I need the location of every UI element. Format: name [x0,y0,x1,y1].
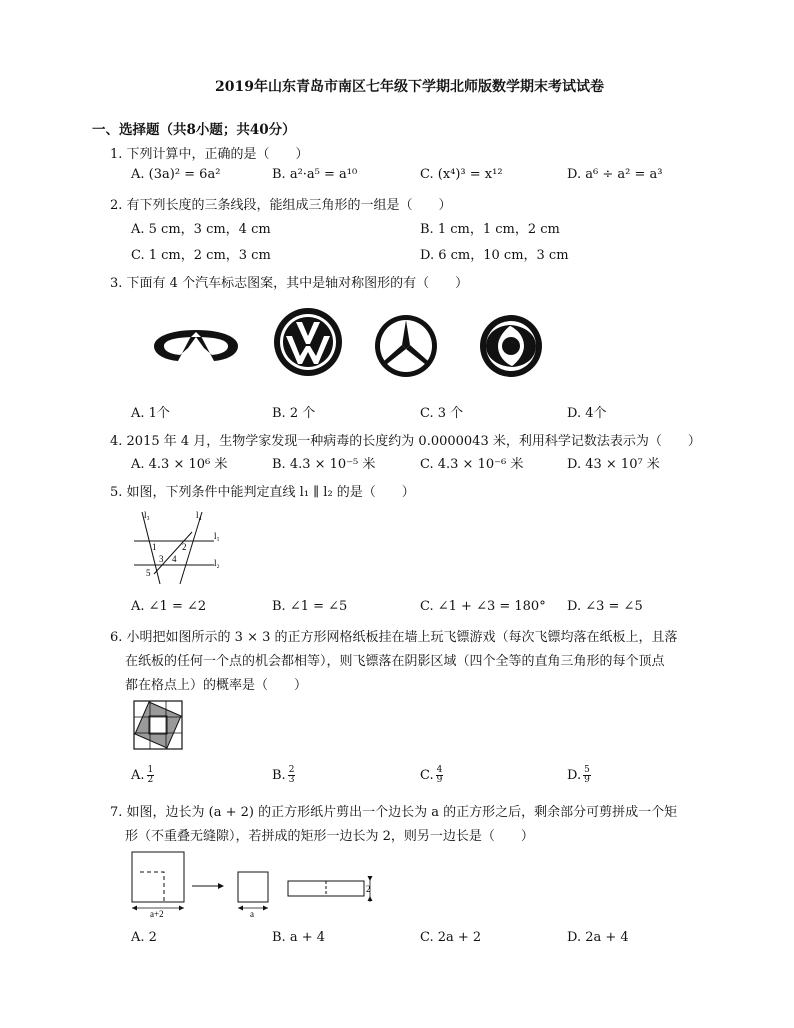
q4-option-c: C. 4.3 × 10⁻⁶ 米 [420,457,524,472]
mercedes-logo-icon [373,313,439,379]
angle-1-label: 1 [152,542,157,552]
q5-option-d: D. ∠3 = ∠5 [567,599,643,614]
question-4-stem: 4. 2015 年 4 月，生物学家发现一种病毒的长度约为 0.0000043 米，利用科学记数法表示为（ ） [110,434,701,449]
label-l3: l₃ [144,510,150,520]
question-6-stem-line-3: 都在格点上）的概率是（ ） [125,678,308,693]
volkswagen-logo-icon [272,306,344,378]
q1-option-b: B. a²·a⁵ = a¹⁰ [272,167,358,182]
question-7-stem-line-1: 7. 如图，边长为 (a + 2) 的正方形纸片剪出一个边长为 a 的正方形之后，剩余部分可剪拼成一个矩 [110,805,678,820]
q7-option-a: A. 2 [131,930,157,945]
page-title: 2019年山东青岛市南区七年级下学期北师版数学期末考试试卷 [215,79,604,95]
q2-option-d: D. 6 cm，10 cm，3 cm [420,248,569,263]
q6-option-c: C. $\frac{4}{9}$ [420,765,443,785]
label-a-plus-2: a+2 [150,909,164,919]
q4-option-a: A. 4.3 × 10⁶ 米 [131,457,228,472]
label-l1: l₁ [214,531,220,541]
q1-option-c: C. (x⁴)³ = x¹² [420,167,503,182]
q3-option-a: A. 1个 [131,406,170,421]
question-2-stem: 2. 有下列长度的三条线段，能组成三角形的一组是（ ） [110,198,452,213]
q2-option-a: A. 5 cm，3 cm，4 cm [131,222,271,237]
q3-option-d: D. 4个 [567,406,607,421]
q7-option-c: C. 2a + 2 [420,930,482,945]
angle-5-label: 5 [146,568,151,578]
label-l4: l₄ [196,510,202,520]
paper-cutting-figure [128,848,378,920]
angle-3-label: 3 [159,554,164,564]
q7-option-d: D. 2a + 4 [567,930,629,945]
q1-option-a: A. (3a)² = 6a² [131,167,221,182]
q5-option-c: C. ∠1 + ∠3 = 180° [420,599,546,614]
question-3-stem: 3. 下面有 4 个汽车标志图案，其中是轴对称图形的有（ ） [110,276,469,291]
q7-option-b: B. a + 4 [272,930,325,945]
q1-option-d: D. a⁶ ÷ a² = a³ [567,167,663,182]
dart-grid-figure [133,700,183,750]
question-5-stem: 5. 如图，下列条件中能判定直线 l₁ ∥ l₂ 的是（ ） [110,485,415,500]
question-6-stem-line-2: 在纸板的任何一个点的机会都相等），则飞镖落在阴影区域（四个全等的直角三角形的每个顶点 [125,654,665,669]
angle-4-label: 4 [172,554,177,564]
question-7-stem-line-2: 形（不重叠无缝隙），若拼成的矩形一边长为 2，则另一边长是（ ） [125,829,534,844]
label-l2: l₂ [214,558,220,568]
q6-option-d: D. $\frac{5}{9}$ [567,765,590,785]
q4-option-d: D. 43 × 10⁷ 米 [567,457,660,472]
q3-option-b: B. 2 个 [272,406,316,421]
section-heading: 一、选择题（共8小题；共40分） [92,122,296,138]
q5-option-b: B. ∠1 = ∠5 [272,599,348,614]
q5-option-a: A. ∠1 = ∠2 [131,599,207,614]
q4-option-b: B. 4.3 × 10⁻⁵ 米 [272,457,376,472]
dongfeng-logo-icon [476,313,546,379]
q3-option-c: C. 3 个 [420,406,464,421]
q2-option-b: B. 1 cm，1 cm，2 cm [420,222,560,237]
angle-2-label: 2 [182,542,187,552]
label-a: a [250,909,254,919]
label-2: 2 [366,884,371,894]
question-6-stem-line-1: 6. 小明把如图所示的 3 × 3 的正方形网格纸板挂在墙上玩飞镖游戏（每次飞镖均落在纸板上，且落 [110,630,678,645]
q2-option-c: C. 1 cm，2 cm，3 cm [131,248,271,263]
infiniti-logo-icon [150,318,242,374]
q6-option-b: B. $\frac{2}{3}$ [272,765,295,785]
parallel-lines-figure [130,504,230,586]
q6-option-a: A. $\frac{1}{2}$ [131,765,154,785]
question-1-stem: 1. 下列计算中，正确的是（ ） [110,147,309,162]
